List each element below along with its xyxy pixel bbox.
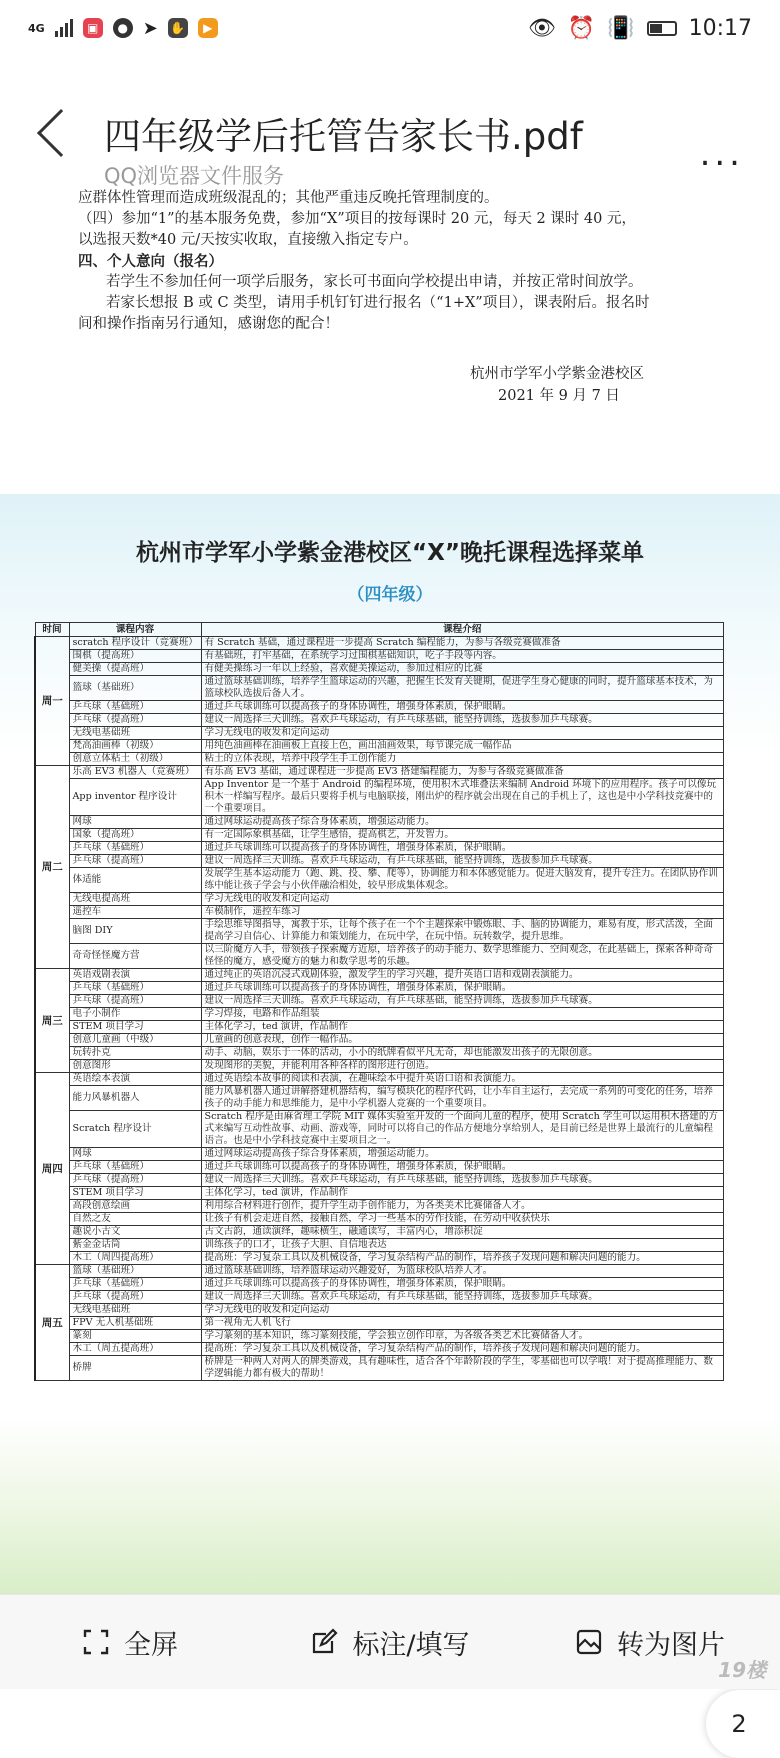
course-name-cell: 木工（周四提高班） (69, 1252, 201, 1265)
course-name-cell: 紫金金话筒 (69, 1239, 201, 1252)
table-row (35, 842, 724, 855)
course-name-cell: 无线电基础班 (69, 727, 201, 740)
course-name-cell: 乒乓球（提高班） (69, 1291, 201, 1304)
course-name-cell: 高段创意绘画 (69, 1200, 201, 1213)
table-row (35, 701, 724, 714)
header-time: 时间 (35, 623, 69, 637)
grade-label: （四年级） (347, 585, 433, 605)
document-page-1 (0, 190, 780, 486)
page-title: 四年级学后托管告家长书.pdf (104, 115, 583, 158)
document-date: 2021 年 9 月 7 日 (498, 388, 620, 404)
course-intro-cell: Scratch 程序是由麻省理工学院 MIT 媒体实验室开发的一个面向儿童的程序，使用 Scratch 学生可以运用积木搭建的方式来编写互动性故事、动画、游戏等，同时可以将自己的作品方便地分享给别人，是目前已经是世界上最流行的儿童编程语言。也是中小学科技竞赛中主要项目之一。 (201, 1111, 724, 1148)
site-watermark: 19楼 (718, 1658, 766, 1682)
course-table-body (35, 637, 724, 1381)
table-row (35, 1265, 724, 1278)
course-intro-cell: 以三阶魔方入手，带领孩子探索魔方近原，培养孩子的动手能力、数学思维能力、空间观念，在此基础上，探索各种奇奇怪怪的魔方，感受魔方的魅力和数学思考的乐趣。 (201, 944, 724, 969)
course-name-cell: 玩转扑克 (69, 1047, 201, 1060)
course-name-cell: 乒乓球（提高班） (69, 995, 201, 1008)
course-intro-cell: 有基础班，打牢基础，在系统学习过围棋基础知识，吃子手段等内容。 (201, 650, 724, 663)
table-row (35, 727, 724, 740)
course-name-cell: 乒乓球（提高班） (69, 1174, 201, 1187)
course-intro-cell: 建议一周选择三天训练。喜欢乒乓球运动，有乒乓球基础，能坚持训练，选拔参加乒乓球赛。 (201, 995, 724, 1008)
course-name-cell: 网球 (69, 816, 201, 829)
course-name-cell: 乐高 EV3 机器人（竞赛班） (69, 766, 201, 779)
course-intro-cell: 提高班：学习复杂工具以及机械设备，学习复杂结构产品的制作，培养孩子发现问题和解决问题的能力。 (201, 1343, 724, 1356)
more-menu-button[interactable]: ... (699, 134, 744, 174)
course-intro-cell: 学习篆刻的基本知识，练习篆刻技能，学会独立创作印章，为各级各类艺术比赛储备人才。 (201, 1330, 724, 1343)
course-intro-cell: 建议一周选择三天训练。喜欢乒乓球运动，有乒乓球基础，能坚持训练，选拔参加乒乓球赛。 (201, 714, 724, 727)
course-name-cell: FPV 无人机基础班 (69, 1317, 201, 1330)
table-row (35, 1330, 724, 1343)
edit-icon (310, 1628, 338, 1656)
table-row (35, 1187, 724, 1200)
course-name-cell: 创意儿童画（中级） (69, 1034, 201, 1047)
course-intro-cell: 学习无线电的收发和定向运动 (201, 727, 724, 740)
school-signature: 杭州市学军小学紫金港校区 (470, 366, 644, 382)
course-intro-cell: 有健美操练习一年以上经验，喜欢健美操运动，参加过相应的比赛 (201, 663, 724, 676)
course-name-cell: 自然之友 (69, 1213, 201, 1226)
fullscreen-label: 全屏 (124, 1629, 178, 1661)
alarm-icon: ⏰ (567, 15, 596, 41)
notification-app-icon: ▣ (83, 18, 103, 38)
course-name-cell: 梵高油画棒（初级） (69, 740, 201, 753)
course-intro-cell: 提高班：学习复杂工具以及机械设备，学习复杂结构产品的制作，培养孩子发现问题和解决问题的能力。 (201, 1252, 724, 1265)
table-row (35, 779, 724, 816)
table-row (35, 1073, 724, 1086)
course-intro-cell: 通过篮球基础训练，培养学生篮球运动的兴趣，把握生长发育关键期，促进学生身心健康的同时，提升篮球基本技术，为篮球校队选拔后备人才。 (201, 676, 724, 701)
table-row (35, 1343, 724, 1356)
course-intro-cell: 通过网球运动提高孩子综合身体素质，增强运动能力。 (201, 1148, 724, 1161)
course-intro-cell: 发展学生基本运动能力（跑、跳、投、攀、爬等），协调能力和本体感觉能力。促进大脑发育，提升专注力。在团队协作训练中能让孩子学会与小伙伴融洽相处，较早形成集体观念。 (201, 868, 724, 893)
fullscreen-button[interactable] (0, 1623, 260, 1662)
table-row (35, 1317, 724, 1330)
table-row (35, 969, 724, 982)
course-name-cell: 篮球（基础班） (69, 1265, 201, 1278)
table-row (35, 1213, 724, 1226)
course-intro-cell: 古文古韵，通读演绎，趣味横生，融通读写，丰富内心，增添积淀 (201, 1226, 724, 1239)
course-intro-cell: 能力风暴机器人通过讲解搭建机器结构，编写模块化的程序代码，让小车自主运行，去完成一系列的可变化的任务，培养孩子的动手能力和思维能力，是中小学机器人竞赛的一个重要项目。 (201, 1086, 724, 1111)
course-name-cell: 篆刻 (69, 1330, 201, 1343)
course-intro-cell: 用纯色油画棒在油画板上直接上色，画出油画效果，每节课完成一幅作品 (201, 740, 724, 753)
day-cell: 周五 (35, 1265, 69, 1381)
course-name-cell: 英语绘本表演 (69, 1073, 201, 1086)
header-intro: 课程介绍 (201, 623, 724, 637)
day-cell: 周二 (35, 766, 69, 969)
image-convert-icon (575, 1628, 603, 1656)
status-bar (0, 0, 780, 56)
course-intro-cell: 让孩子有机会走进自然，接触自然，学习一些基本的劳作技能，在劳动中收获快乐 (201, 1213, 724, 1226)
course-name-cell: 趣说小古文 (69, 1226, 201, 1239)
course-name-cell: 英语戏剧表演 (69, 969, 201, 982)
course-intro-cell: 建议一周选择三天训练。喜欢乒乓球运动，有乒乓球基础，能坚持训练，选拔参加乒乓球赛。 (201, 1174, 724, 1187)
table-row (35, 1034, 724, 1047)
course-name-cell: 遥控车 (69, 906, 201, 919)
course-intro-cell: 儿童画的创意表现，创作一幅作品。 (201, 1034, 724, 1047)
table-row (35, 982, 724, 995)
header-course: 课程内容 (69, 623, 201, 637)
shield-app-icon: ✋ (168, 18, 188, 38)
status-left (28, 18, 218, 39)
course-intro-cell: 手绘思维导图指导，寓教于乐，让每个孩子在一个个主题探索中锻炼眼、手、脑的协调能力，难易有度，形式活泼，全面提高学习自信心、计算能力和策划能力，在玩中学，在玩中悟。玩转数学，提升思维。 (201, 919, 724, 944)
course-name-cell: 奇奇怪怪魔方营 (69, 944, 201, 969)
course-name-cell: 无线电基础班 (69, 1304, 201, 1317)
course-name-cell: 围棋（提高班） (69, 650, 201, 663)
battery-icon (647, 21, 677, 36)
table-row (35, 893, 724, 906)
course-name-cell: 乒乓球（基础班） (69, 982, 201, 995)
video-app-icon: ▶ (198, 18, 218, 38)
table-row (35, 906, 724, 919)
course-intro-cell: 学习焊接，电路和作品组装 (201, 1008, 724, 1021)
course-intro-cell: 利用综合材料进行创作，提升学生动手创作能力，为各类美术比赛储备人才。 (201, 1200, 724, 1213)
course-name-cell: 能力风暴机器人 (69, 1086, 201, 1111)
status-right (528, 16, 752, 41)
table-row (35, 1148, 724, 1161)
signal-label: 4G (28, 21, 45, 35)
table-row (35, 1021, 724, 1034)
doc-line: 以选报天数*40 元/天按实收取，直接缴入指定专户。 (78, 232, 418, 248)
course-name-cell: Scratch 程序设计 (69, 1111, 201, 1148)
course-name-cell: 体适能 (69, 868, 201, 893)
course-intro-cell: 通过乒乓球训练可以提高孩子的身体协调性，增强身体素质，保护眼睛。 (201, 982, 724, 995)
course-intro-cell: 桥牌是一种两人对两人的牌类游戏，具有趣味性，适合各个年龄阶段的学生，零基础也可以学哦！对于提高推理能力、数学逻辑能力都有极大的帮助！ (201, 1356, 724, 1381)
course-name-cell: 国象（提高班） (69, 829, 201, 842)
course-intro-cell: 学习无线电的收发和定向运动 (201, 1304, 724, 1317)
table-row (35, 1356, 724, 1381)
course-intro-cell: App Inventor 是一个基于 Android 的编程环境，使用积木式堆叠法来编制 Android 环境下的应用程序。孩子可以像玩积木一样编写程序。最后只要将手机与电脑联接，刚出炉的程序就会出现在自己的手机上了，这也是中小学科技竞赛中的一个重要项目。 (201, 779, 724, 816)
course-intro-cell: 有一定国际象棋基础，让学生感悟，提高棋艺，开发智力。 (201, 829, 724, 842)
table-row (35, 1174, 724, 1187)
send-icon: ➤ (142, 17, 158, 39)
annotate-button[interactable] (260, 1623, 520, 1662)
vibrate-icon: 📳 (607, 15, 635, 41)
course-intro-cell: 主体化学习，ted 演讲，作品制作 (201, 1187, 724, 1200)
clock: 10:17 (688, 15, 752, 41)
table-row (35, 1239, 724, 1252)
doc-line: 若学生不参加任何一项学后服务，家长可书面向学校提出申请，并按正常时间放学。 (106, 274, 643, 290)
table-row (35, 650, 724, 663)
table-row (35, 1111, 724, 1148)
course-intro-cell: 学习无线电的收发和定向运动 (201, 893, 724, 906)
table-row (35, 676, 724, 701)
table-row (35, 1226, 724, 1239)
table-row (35, 1252, 724, 1265)
title-header (0, 56, 780, 196)
table-row (35, 944, 724, 969)
course-name-cell: App inventor 程序设计 (69, 779, 201, 816)
table-row (35, 714, 724, 727)
course-intro-cell: 通过乒乓球训练可以提高孩子的身体协调性，增强身体素质，保护眼睛。 (201, 842, 724, 855)
table-row (35, 1278, 724, 1291)
table-row (35, 868, 724, 893)
course-intro-cell: 通过乒乓球训练可以提高孩子的身体协调性，增强身体素质，保护眼睛。 (201, 1161, 724, 1174)
course-table (34, 622, 724, 1381)
back-button[interactable] (37, 109, 85, 157)
course-intro-cell: 建议一周选择三天训练。喜欢乒乓球运动，有乒乓球基础，能坚持训练，选拔参加乒乓球赛。 (201, 1291, 724, 1304)
table-row (35, 829, 724, 842)
course-intro-cell: 粘土的立体表现，培养中段学生手工创作能力 (201, 753, 724, 766)
course-intro-cell: 通过乒乓球训练可以提高孩子的身体协调性，增强身体素质，保护眼睛。 (201, 1278, 724, 1291)
course-intro-cell: 发现图形的美貌，并能利用各种各样的图形进行创造。 (201, 1060, 724, 1073)
course-intro-cell: 动手、动脑，娱乐于一体的活动，小小的纸牌看似平凡无奇，却也能激发出孩子的无限创意。 (201, 1047, 724, 1060)
table-row (35, 1047, 724, 1060)
annotate-label: 标注/填写 (352, 1629, 470, 1661)
doc-line: （四）参加“1”的基本服务免费，参加“X”项目的按每课时 20 元，每天 2 课时 40 元， (78, 211, 636, 227)
course-name-cell: 乒乓球（基础班） (69, 1161, 201, 1174)
eye-icon: 👁 (527, 15, 556, 41)
course-intro-cell: 通过英语绘本故事的阅读和表演，在趣味绘本中提升英语口语和表演能力。 (201, 1073, 724, 1086)
doc-line: 若家长想报 B 或 C 类型，请用手机钉钉进行报名（“1+X”项目），课表附后。报名时 (106, 295, 650, 311)
doc-line: 应群体性管理而造成班级混乱的；其他严重违反晚托管理制度的。 (78, 190, 499, 206)
table-row (35, 995, 724, 1008)
course-name-cell: STEM 项目学习 (69, 1021, 201, 1034)
course-intro-cell: 有 Scratch 基础，通过课程进一步提高 Scratch 编程能力，为参与各级竞赛做准备 (201, 637, 724, 650)
page-number-badge[interactable]: 2 (706, 1690, 780, 1758)
page-subtitle: QQ浏览器文件服务 (104, 164, 285, 188)
table-row (35, 1291, 724, 1304)
table-row (35, 1304, 724, 1317)
course-intro-cell: 通过纯正的英语沉浸式戏剧体验，激发学生的学习兴趣，提升英语口语和戏剧表演能力。 (201, 969, 724, 982)
table-row (35, 637, 724, 650)
course-intro-cell: 通过篮球基础训练，培养篮球运动兴趣爱好，为篮球校队培养人才。 (201, 1265, 724, 1278)
course-name-cell: 创意立体粘土（初级） (69, 753, 201, 766)
course-name-cell: 健美操（提高班） (69, 663, 201, 676)
course-intro-cell: 主体化学习，ted 演讲，作品制作 (201, 1021, 724, 1034)
course-name-cell: STEM 项目学习 (69, 1187, 201, 1200)
table-row (35, 663, 724, 676)
table-row (35, 1060, 724, 1073)
course-name-cell: 网球 (69, 1148, 201, 1161)
signal-icon (55, 19, 73, 37)
table-row (35, 1008, 724, 1021)
course-name-cell: 脑图 DIY (69, 919, 201, 944)
table-row (35, 766, 724, 779)
bottom-toolbar (0, 1594, 780, 1689)
course-name-cell: 电子小制作 (69, 1008, 201, 1021)
doc-heading: 四、个人意向（报名） (78, 253, 223, 270)
table-row (35, 1161, 724, 1174)
course-intro-cell: 通过乒乓球训练可以提高孩子的身体协调性，增强身体素质，保护眼睛。 (201, 701, 724, 714)
doc-line: 间和操作指南另行通知，感谢您的配合！ (78, 316, 339, 332)
course-name-cell: 篮球（基础班） (69, 676, 201, 701)
course-name-cell: 乒乓球（提高班） (69, 855, 201, 868)
chat-bubble-icon: ● (113, 18, 133, 38)
course-intro-cell: 车模制作，遥控车练习 (201, 906, 724, 919)
course-name-cell: 乒乓球（基础班） (69, 842, 201, 855)
course-name-cell: 木工（周五提高班） (69, 1343, 201, 1356)
table-header-row (35, 623, 724, 637)
table-row (35, 919, 724, 944)
fullscreen-icon (82, 1628, 110, 1656)
table-row (35, 1086, 724, 1111)
course-name-cell: scratch 程序设计（竞赛班） (69, 637, 201, 650)
course-name-cell: 乒乓球（基础班） (69, 1278, 201, 1291)
day-cell: 周三 (35, 969, 69, 1073)
course-intro-cell: 建议一周选择三天训练。喜欢乒乓球运动，有乒乓球基础，能坚持训练，选拔参加乒乓球赛。 (201, 855, 724, 868)
convert-label: 转为图片 (617, 1629, 725, 1661)
course-intro-cell: 训练孩子的口才，让孩子大胆、自信地表达 (201, 1239, 724, 1252)
table-row (35, 740, 724, 753)
course-name-cell: 无线电提高班 (69, 893, 201, 906)
table-row (35, 816, 724, 829)
day-cell: 周一 (35, 637, 69, 766)
course-intro-cell: 有乐高 EV3 基础，通过课程进一步提高 EV3 搭建编程能力，为参与各级竞赛做准备 (201, 766, 724, 779)
day-cell: 周四 (35, 1073, 69, 1265)
table-row (35, 753, 724, 766)
course-name-cell: 乒乓球（基础班） (69, 701, 201, 714)
course-name-cell: 创意图形 (69, 1060, 201, 1073)
course-intro-cell: 通过网球运动提高孩子综合身体素质，增强运动能力。 (201, 816, 724, 829)
course-intro-cell: 第一视角无人机飞行 (201, 1317, 724, 1330)
table-row (35, 1200, 724, 1213)
table-row (35, 855, 724, 868)
course-name-cell: 桥牌 (69, 1356, 201, 1381)
course-menu-title: 杭州市学军小学紫金港校区“X”晚托课程选择菜单 (136, 540, 644, 566)
course-name-cell: 乒乓球（提高班） (69, 714, 201, 727)
